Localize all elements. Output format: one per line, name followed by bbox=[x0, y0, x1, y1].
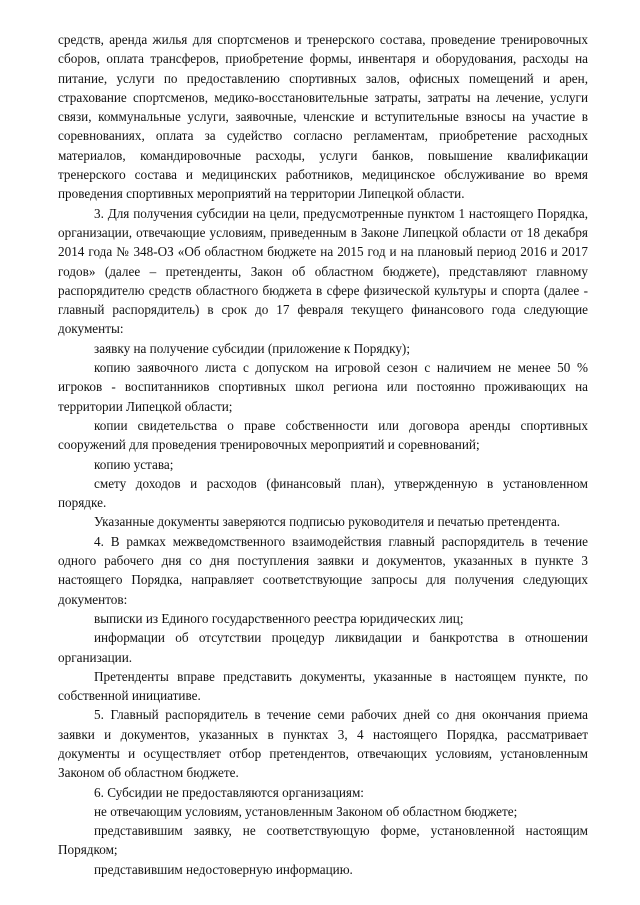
paragraph-17: представившим недостоверную информацию. bbox=[94, 861, 353, 877]
paragraph-13: 5. Главный распорядитель в течение семи рабочих дней со дня окончания приема заявки и документов, указанных в пунктах 3, 4 настоящего Порядка, рассматривает документы и осуществляет отбор претендентов, отвечающих условиям, установленным Законом об областном бюджете. bbox=[58, 707, 588, 781]
paragraph-3: заявку на получение субсидии (приложение к Порядку); bbox=[94, 340, 410, 356]
paragraph-10: выписки из Единого государственного реестра юридических лиц; bbox=[94, 610, 464, 626]
paragraph-4: копию заявочного листа с допуском на игровой сезон с наличием не менее 50 % игроков - воспитанников спортивных школ региона или постоянно проживающих на территории Липецкой области; bbox=[58, 360, 588, 414]
paragraph-7: смету доходов и расходов (финансовый план), утвержденную в установленном порядке. bbox=[58, 475, 588, 511]
paragraph-5: копии свидетельства о праве собственности или договора аренды спортивных сооружений для проведения тренировочных мероприятий и соревнований; bbox=[58, 417, 588, 453]
paragraph-14: 6. Субсидии не предоставляются организациям: bbox=[94, 784, 364, 800]
paragraph-11: информации об отсутствии процедур ликвидации и банкротства в отношении организации. bbox=[58, 630, 588, 665]
paragraph-9: 4. В рамках межведомственного взаимодействия главный распорядитель в течение одного рабочего дня со дня поступления заявки и документов, указанных в пункте 3 настоящего Порядка, направляет соответствующие запросы для получения следующих документов: bbox=[58, 533, 588, 607]
paragraph-8: Указанные документы заверяются подписью руководителя и печатью претендента. bbox=[94, 514, 561, 530]
paragraph-1: средств, аренда жилья для спортсменов и тренерского состава, проведение тренировочных сборов, оплата трансферов, приобретение формы, инвентаря и оборудования, расходы на питание, услуги по предоставлению спортивных залов, офисных помещений и арен, страхование спортсменов, медико-восстановительные затраты, затраты на лечение, услуги связи, коммунальные услуги, заявочные, членские и вступительные взносы на участие в соревнованиях, оплата за судейство согласно регламентам, приобретение расходных материалов, командировочные расходы, услуги банков, повышение квалификации тренерского состава и медицинских работников, медицинское обслуживание во время проведения спортивных мероприятий на территории Липецкой области. bbox=[58, 32, 588, 202]
paragraph-6: копию устава; bbox=[94, 456, 174, 472]
paragraph-15: не отвечающим условиям, установленным Законом об областном бюджете; bbox=[94, 803, 518, 819]
paragraph-2: 3. Для получения субсидии на цели, предусмотренные пунктом 1 настоящего Порядка, организации, отвечающие условиям, приведенным в Законе Липецкой области от 18 декабря 2014 года № 348-ОЗ «Об областном бюджете на 2015 год и на плановый период 2016 и 2017 годов» (далее – претенденты, Закон об областном бюджете), представляют главному распорядителю средств областного бюджета в сфере физической культуры и спорта (далее - главный распорядитель) в срок до 17 февраля текущего финансового года следующие документы: bbox=[58, 205, 588, 337]
paragraph-16: представившим заявку, не соответствующую форме, установленной настоящим Порядком; bbox=[58, 823, 588, 858]
paragraph-12: Претенденты вправе представить документы, указанные в настоящем пункте, по собственной инициативе. bbox=[58, 668, 588, 704]
